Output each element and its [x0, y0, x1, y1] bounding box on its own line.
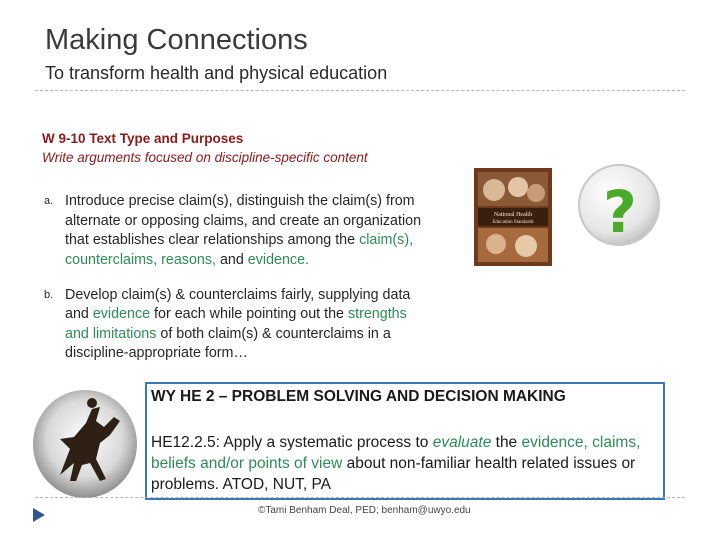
list-b-highlight-2: strengths and limitations — [65, 306, 407, 342]
list-text-b — [65, 286, 424, 363]
list-b-text-1: Develop claim(s) & counterclaims fairly, supplying data and — [65, 287, 411, 323]
he-evidence: evidence, — [521, 434, 588, 451]
standard-box-title: WY HE 2 – PROBLEM SOLVING AND DECISION MAKING — [151, 388, 566, 405]
he-text-4: about non-familiar health related issues or problems. ATOD, NUT, PA — [151, 455, 636, 493]
he-text-2: the — [491, 434, 522, 451]
standard-box-body — [151, 432, 659, 495]
list-a-highlight-2: evidence. — [247, 251, 309, 268]
list-marker-a: a. — [44, 195, 54, 207]
list-item-a — [44, 192, 424, 270]
bottom-divider — [35, 497, 685, 498]
list-a-highlight-1: claim(s), counterclaims, reasons, — [65, 232, 414, 268]
list-a-text-1: Introduce precise claim(s), distinguish the claim(s) from alternate or opposing claims, and create an organization that establishes clear relationships among the — [65, 193, 422, 248]
he-evaluate: evaluate — [432, 434, 492, 451]
question-mark-icon — [576, 162, 662, 248]
list-a-text-2: and — [215, 251, 248, 268]
list-text-a — [65, 192, 424, 270]
he-text-1: HE12.2.5: Apply a systematic process to — [151, 434, 433, 451]
standard-description: Write arguments focused on discipline-specific content — [42, 150, 368, 165]
list-b-highlight-1: evidence — [92, 306, 151, 323]
slide-bullet-arrow-icon — [32, 507, 46, 523]
list-marker-b: b. — [44, 289, 54, 301]
list-b-text-3: of both claim(s) & counterclaims in a discipline-appropriate form… — [65, 325, 391, 361]
bucking-horse-rider-image — [30, 387, 140, 502]
slide-title: Making Connections — [45, 24, 308, 56]
list-item-b — [44, 286, 424, 363]
slide-subtitle: To transform health and physical education — [45, 63, 388, 83]
book-title-line-1: National Health — [493, 212, 533, 218]
list-b-text-2: for each while pointing out the — [150, 306, 348, 323]
footer-credit: ©Tami Benham Deal, PED; benham@uwyo.edu — [258, 505, 471, 516]
standard-code: W 9-10 Text Type and Purposes — [42, 131, 244, 146]
he-claims: claims, beliefs and/or points of view — [151, 434, 641, 472]
book-title-line-2: Education Standards — [492, 220, 534, 225]
svg-text:?: ? — [603, 178, 637, 246]
book-cover-image — [474, 168, 552, 266]
top-divider — [35, 90, 685, 91]
